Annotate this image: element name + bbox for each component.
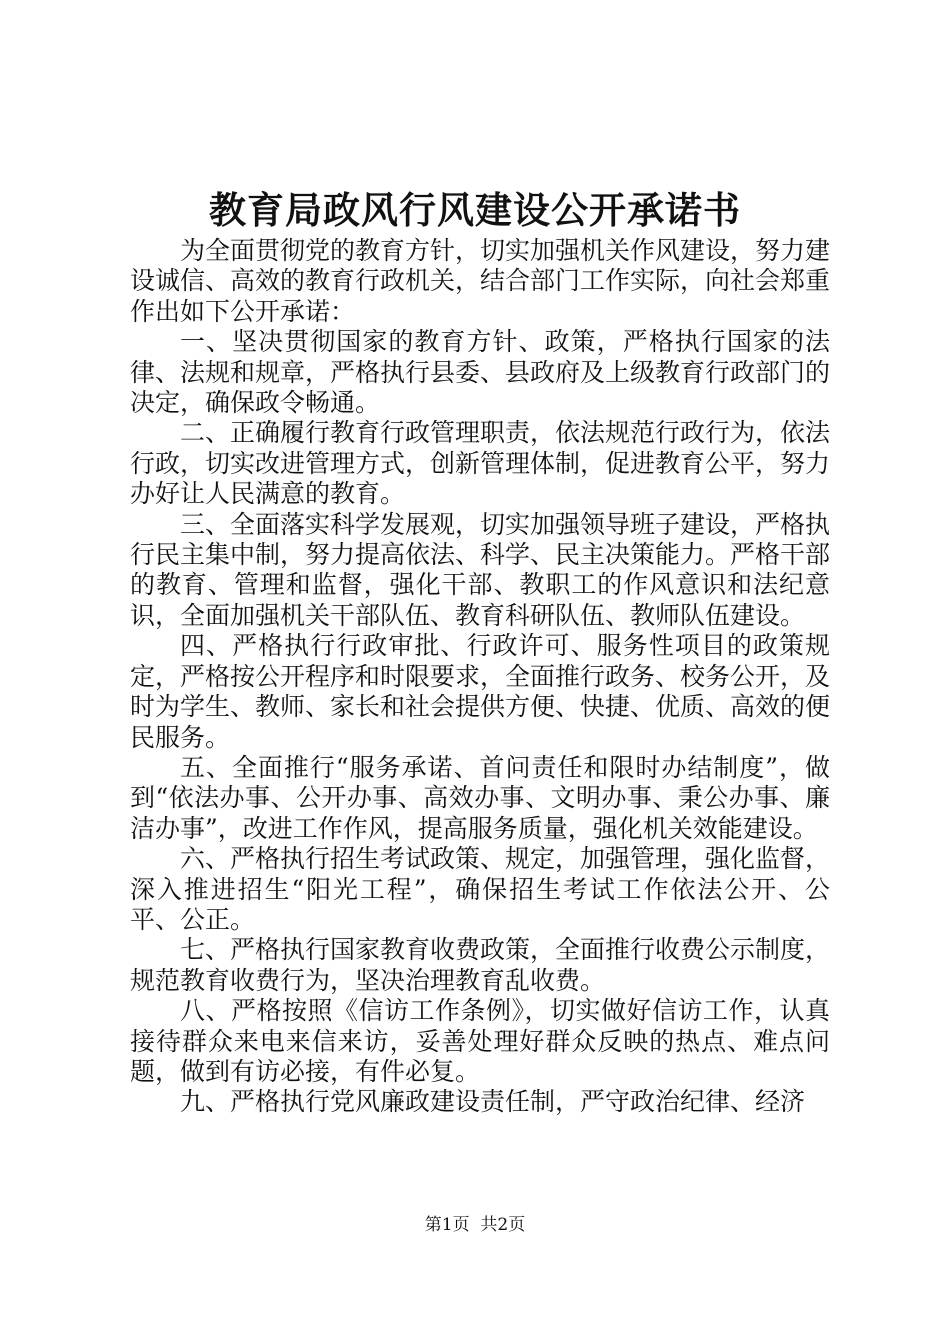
body-paragraph-3: 三、全面落实科学发展观，切实加强领导班子建设，严格执行民主集中制，努力提高依法、科学、民主决策能力。严格干部的教育、管理和监督，强化干部、教职工的作风意识和法纪意识，全面加强机关干部队伍、教育科研队伍、教师队伍建设。 xyxy=(130,509,831,630)
document-title: 教育局政风行风建设公开承诺书 xyxy=(209,188,741,232)
body-paragraph-9: 九、严格执行党风廉政建设责任制，严守政治纪律、经济 xyxy=(180,1087,806,1117)
body-paragraph-intro: 为全面贯彻党的教育方针，切实加强机关作风建设，努力建设诚信、高效的教育行政机关，结合部门工作实际，向社会郑重作出如下公开承诺： xyxy=(130,236,831,326)
body-paragraph-6: 六、严格执行招生考试政策、规定，加强管理，强化监督，深入推进招生“阳光工程”，确保招生考试工作依法公开、公平、公正。 xyxy=(130,844,831,934)
body-paragraph-1: 一、坚决贯彻国家的教育方针、政策，严格执行国家的法律、法规和规章，严格执行县委、县政府及上级教育行政部门的决定，确保政令畅通。 xyxy=(130,327,831,418)
body-paragraph-2: 二、正确履行教育行政管理职责，依法规范行政行为，依法行政，切实改进管理方式，创新管理体制，促进教育公平，努力办好让人民满意的教育。 xyxy=(130,418,831,509)
page-number-label: 第1页 共2页 xyxy=(424,1215,526,1235)
body-paragraph-8: 八、严格按照《信访工作条例》，切实做好信访工作，认真接待群众来电来信来访，妥善处理好群众反映的热点、难点问题，做到有访必接，有件必复。 xyxy=(130,996,830,1086)
body-paragraph-4: 四、严格执行行政审批、行政许可、服务性项目的政策规定，严格按公开程序和时限要求，全面推行政务、校务公开，及时为学生、教师、家长和社会提供方便、快捷、优质、高效的便民服务。 xyxy=(130,631,831,752)
document-body xyxy=(130,236,830,1118)
page-footer xyxy=(0,1213,950,1237)
body-paragraph-7: 七、严格执行国家教育收费政策，全面推行收费公示制度，规范教育收费行为，坚决治理教育乱收费。 xyxy=(130,935,831,995)
body-paragraph-5: 五、全面推行“服务承诺、首问责任和限时办结制度”，做到“依法办事、公开办事、高效办事、文明办事、秉公办事、廉洁办事”，改进工作作风，提高服务质量，强化机关效能建设。 xyxy=(130,752,830,843)
